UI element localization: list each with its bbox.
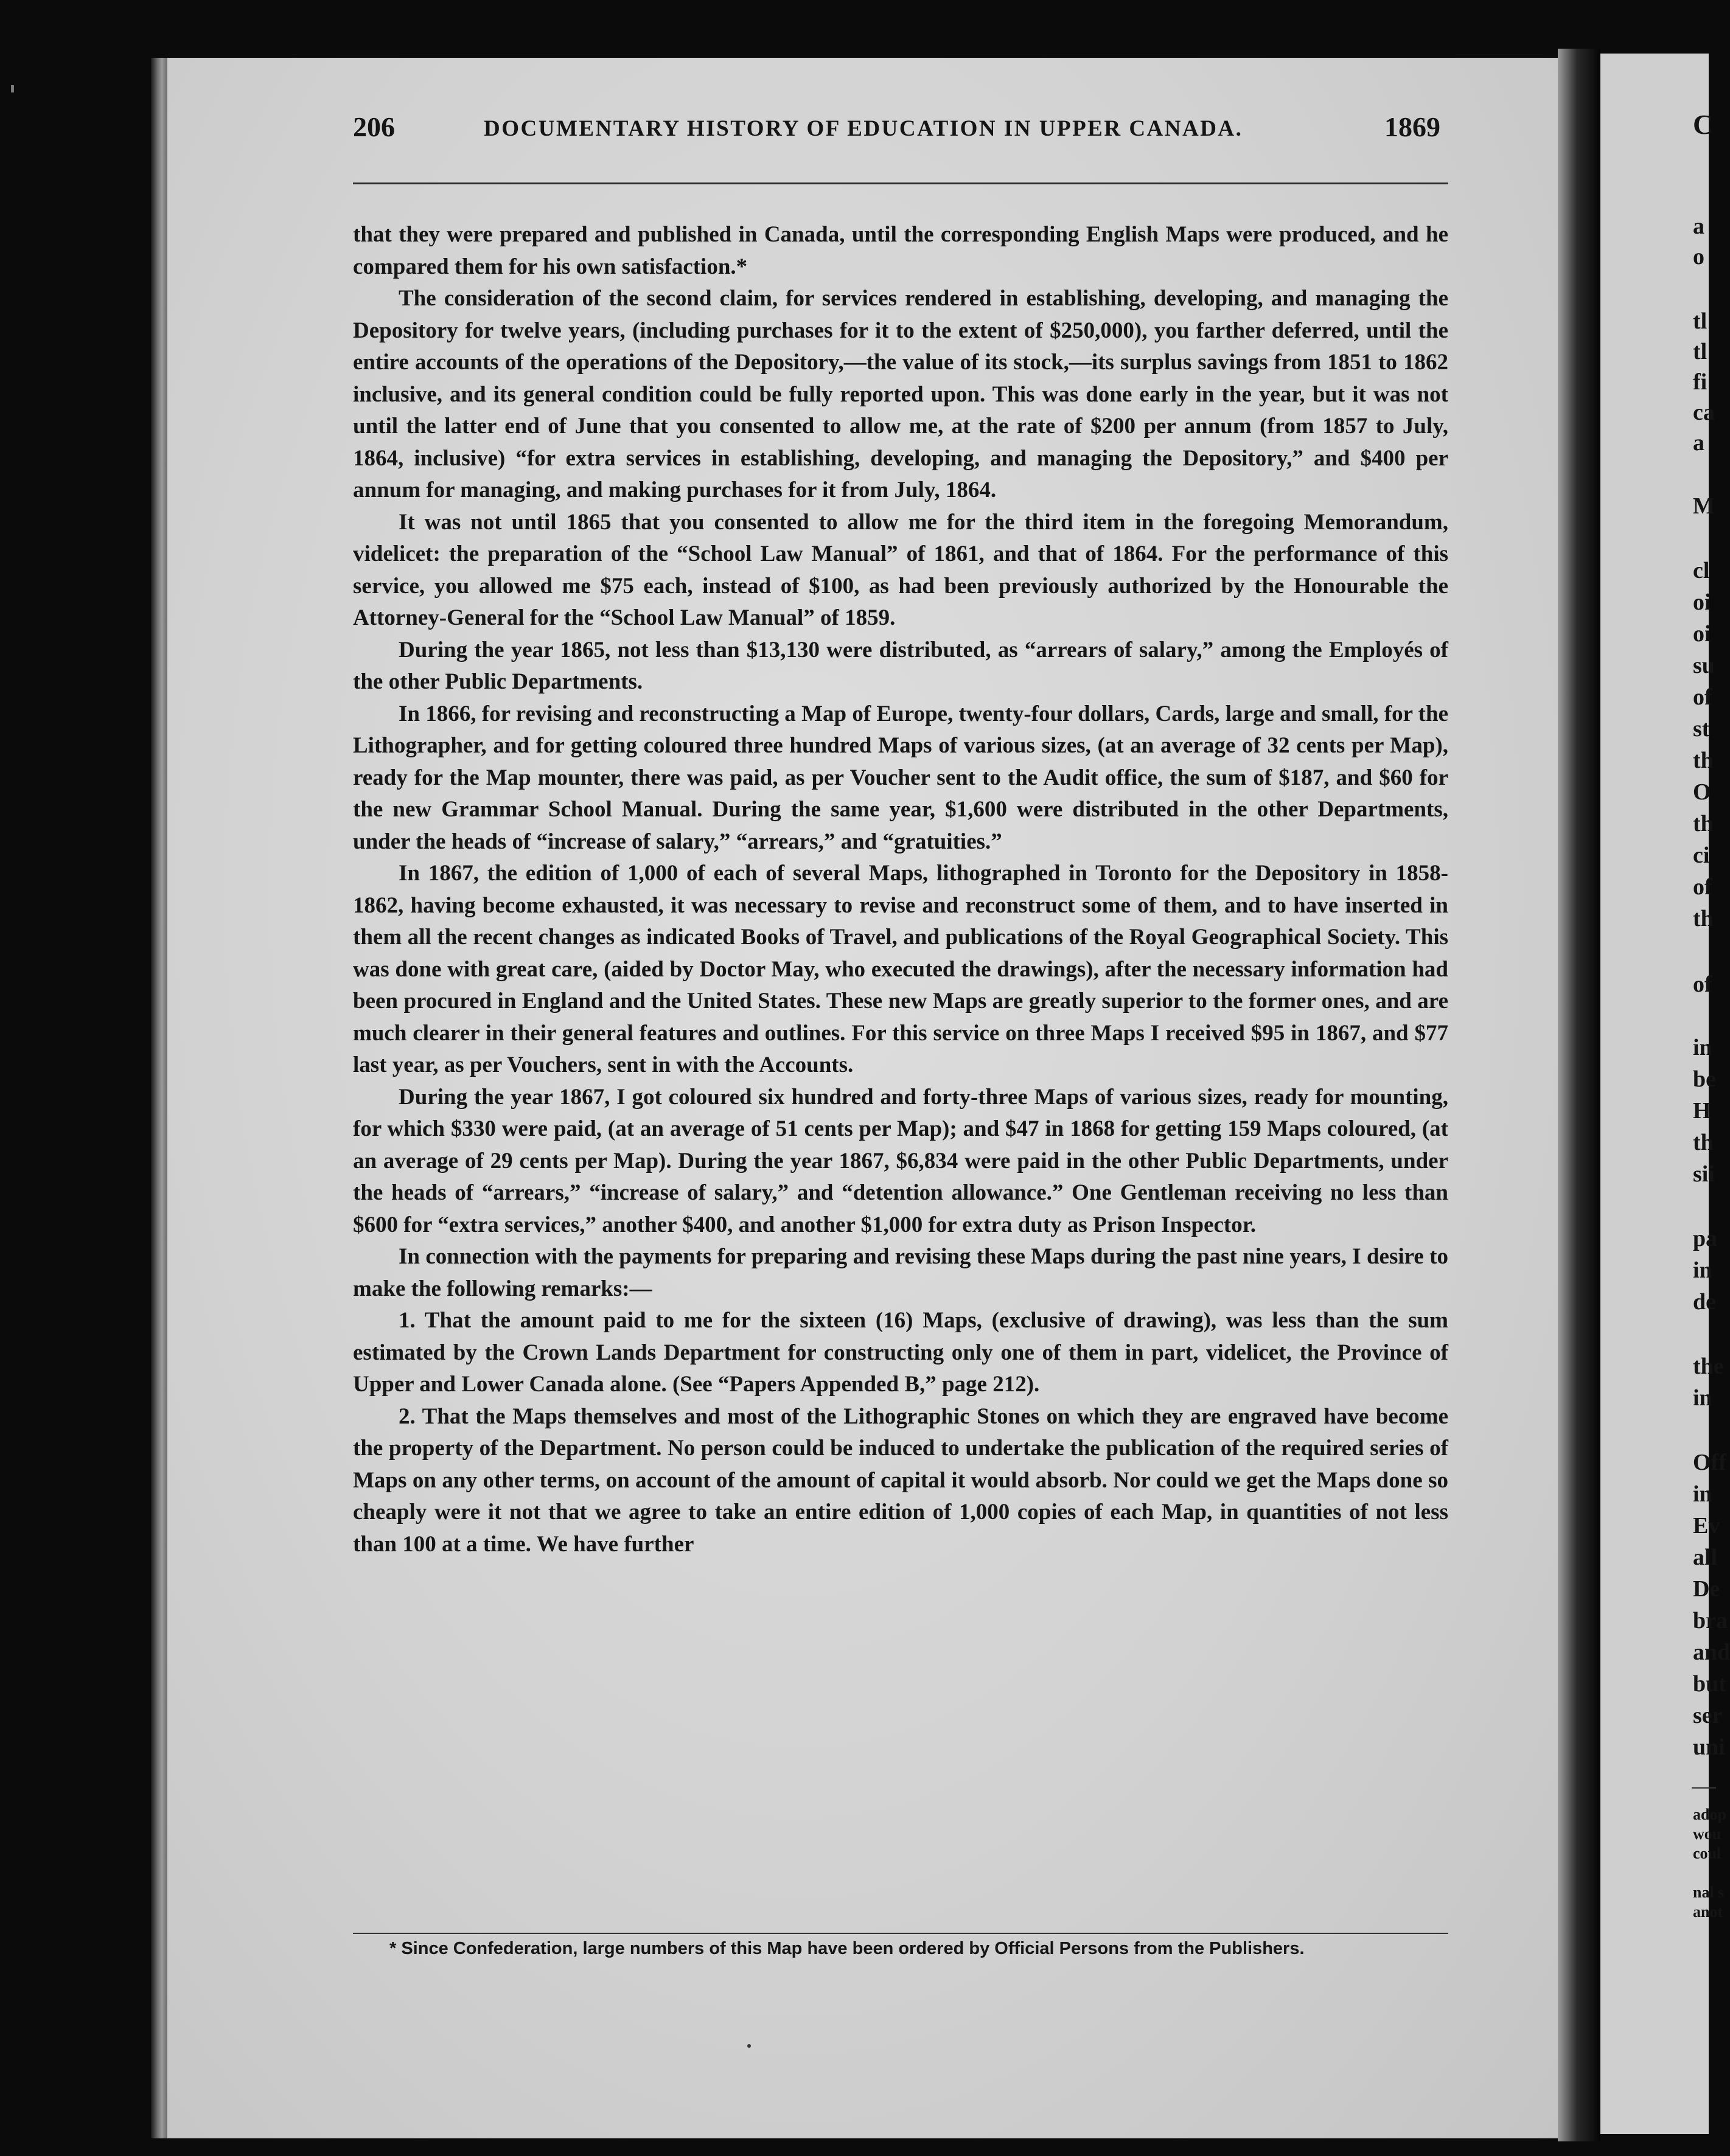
facing-page-text: th bbox=[1693, 811, 1714, 836]
facing-page-text: nal s bbox=[1693, 1883, 1725, 1901]
facing-page-text: sii bbox=[1693, 1161, 1715, 1187]
facing-page-text: of bbox=[1693, 972, 1712, 997]
facing-page-text: all bbox=[1693, 1545, 1718, 1570]
facing-page-text: in bbox=[1693, 1035, 1712, 1060]
paragraph: During the year 1867, I got coloured six hundred and forty-three Maps of various sizes, ready for mounting, for which $330 were paid, (at an average of 51 cents per Map); and $47 in 1868 for getting 159 Maps coloured, (at an average of 29 cents per Map). During the year 1867, $6,834 were paid in the other Public Departments, under the heads of “arrears,” “increase of salary,” and “detention allowance.” One Gentleman receiving no less than $600 for “extra services,” another $400, and another $1,000 for extra duty as Prison Inspector. bbox=[353, 1084, 1448, 1237]
facing-page-text: M bbox=[1693, 493, 1715, 519]
facing-page-text: C bbox=[1693, 109, 1714, 140]
paragraph: The consideration of the second claim, for services rendered in establishing, developing, and managing the Depository for twelve years, (including purchases for it to the extent of $250,000), you farther deferred, until the entire accounts of the operations of the Depository,—the value of its stock,—its surplus savings from 1851 to 1862 inclusive, and its general condition could be fully reported upon. This was done early in the year, but it was not until the latter end of June that you consented to allow me, at the rate of $200 per annum (from 1857 to July, 1864, inclusive) “for extra services in establishing, developing, and managing the Depository,” and $400 per annum for managing, and making purchases for it from July, 1864. bbox=[353, 286, 1448, 502]
facing-page-text: O bbox=[1693, 779, 1711, 805]
facing-page-text: su bbox=[1693, 653, 1715, 678]
facing-page-text: pa bbox=[1693, 1226, 1718, 1251]
speck bbox=[747, 2044, 751, 2048]
paragraph: that they were prepared and published in Canada, until the corresponding English Maps were produced, and he compared them for his own satisfaction.* bbox=[353, 222, 1448, 279]
facing-page-text: a bbox=[1693, 430, 1704, 456]
facing-page-text: de bbox=[1693, 1289, 1716, 1315]
facing-page-text: th bbox=[1693, 906, 1714, 931]
facing-page-text: st bbox=[1693, 716, 1710, 742]
book-gutter bbox=[1558, 49, 1600, 2141]
facing-page-text: tl bbox=[1693, 339, 1707, 364]
facing-page-text: wou bbox=[1693, 1825, 1721, 1843]
facing-page-text: th bbox=[1693, 1130, 1714, 1155]
facing-page-text: be bbox=[1693, 1066, 1716, 1092]
facing-page-text: of bbox=[1693, 684, 1712, 710]
body-text bbox=[353, 219, 1448, 1560]
header-rule bbox=[353, 183, 1448, 184]
facing-page-text: cl bbox=[1693, 558, 1710, 583]
facing-page-text: tl bbox=[1693, 308, 1707, 334]
paragraph: In 1867, the edition of 1,000 of each of several Maps, lithographed in Toronto for the Depository in 1858-1862, having become exhausted, it was necessary to revise and reconstruct some of them, and to have inserted in them all the recent changes as indicated Books of Travel, and publications of the Royal Geographical Society. This was done with great care, (aided by Doctor May, who executed the drawings), after the necessary information had been procured in England and the United States. These new Maps are greatly superior to the former ones, and are much clearer in their general features and outlines. For this service on three Maps I received $95 in 1867, and $77 last year, as per Vouchers, sent in with the Accounts. bbox=[353, 861, 1448, 1077]
paragraph: In connection with the payments for preparing and revising these Maps during the past nine years, I desire to make the following remarks:— bbox=[353, 1244, 1448, 1301]
paragraph: 1. That the amount paid to me for the sixteen (16) Maps, (exclusive of drawing), was less than the sum estimated by the Crown Lands Department for constructing only one of them in part, videlicet, the Province of Upper and Lower Canada alone. (See “Papers Appended B,” page 212). bbox=[353, 1308, 1448, 1397]
facing-page-text: anot bbox=[1693, 1903, 1723, 1921]
facing-page-text: adop bbox=[1693, 1806, 1726, 1823]
paragraph: In 1866, for revising and reconstructing a Map of Europe, twenty-four dollars, Cards, large and small, for the Lithographer, and for getting coloured three hundred Maps of various sizes, (at an average of 32 cents per Map), ready for the Map mounter, there was paid, as per Voucher sent to the Audit office, the sum of $187, and $60 for the new Grammar School Manual. During the same year, $1,600 were distributed in the other Departments, under the heads of “increase of salary,” “arrears,” and “gratuities.” bbox=[353, 701, 1448, 854]
facing-page-text: of bbox=[1693, 874, 1712, 900]
facing-page-text: oi bbox=[1693, 589, 1711, 615]
facing-page-fragment bbox=[1600, 54, 1730, 2134]
paragraph: 2. That the Maps themselves and most of the Lithographic Stones on which they are engraved have become the property of the Department. No person could be induced to undertake the publication of the required series of Maps on any other terms, on account of the amount of capital it would absorb. Nor could we get the Maps done so cheaply were it not that we agree to take an entire edition of 1,000 copies of each Map, in quantities of not less than 100 at a time. We have further bbox=[353, 1403, 1448, 1557]
facing-page-text: in bbox=[1693, 1481, 1712, 1507]
facing-page-text: bra bbox=[1693, 1608, 1728, 1633]
facing-page-text: ca bbox=[1693, 400, 1715, 425]
footnote: * Since Confederation, large numbers of this Map have been ordered by Official Persons from the Publishers. bbox=[389, 1939, 1305, 1958]
facing-page-text: th bbox=[1693, 748, 1714, 773]
facing-page-footnote-rule bbox=[1692, 1787, 1716, 1789]
facing-page-text: and bbox=[1693, 1640, 1730, 1665]
facing-page-text: in bbox=[1693, 1385, 1712, 1411]
running-title: DOCUMENTARY HISTORY OF EDUCATION IN UPPER CANADA. bbox=[484, 116, 1243, 141]
facing-page-text: H bbox=[1693, 1098, 1711, 1124]
facing-page-text: coul bbox=[1693, 1845, 1721, 1862]
facing-page-text: Ev bbox=[1693, 1513, 1720, 1539]
page-edge-shadow bbox=[151, 58, 169, 2138]
page-number: 206 bbox=[353, 111, 395, 142]
paragraph: It was not until 1865 that you consented to allow me for the third item in the foregoing Memorandum, videlicet: the preparation of the “School Law Manual” of 1861, and that of 1864. For the performance of this service, you allowed me $75 each, instead of $100, as had been previously authorized by the Honourable the Attorney-General for the “School Law Manual” of 1859. bbox=[353, 509, 1448, 630]
facing-page-text: ci bbox=[1693, 843, 1710, 868]
facing-page-text: o bbox=[1693, 244, 1704, 270]
film-edge-mark bbox=[11, 85, 14, 92]
facing-page-text: De bbox=[1693, 1576, 1720, 1602]
facing-page-text: oi bbox=[1693, 621, 1711, 647]
facing-page-text: Off bbox=[1693, 1450, 1726, 1475]
facing-page-text: a bbox=[1693, 214, 1704, 239]
footnote-rule bbox=[353, 1933, 1448, 1934]
facing-page-text: fi bbox=[1693, 369, 1707, 395]
facing-page-text: but bbox=[1693, 1671, 1726, 1697]
facing-page-text: ser bbox=[1693, 1703, 1723, 1728]
facing-page-text: the bbox=[1693, 1354, 1724, 1379]
facing-page-text: in bbox=[1693, 1257, 1712, 1283]
running-year: 1869 bbox=[1384, 111, 1440, 142]
facing-page-text: uni bbox=[1693, 1734, 1725, 1760]
paragraph: During the year 1865, not less than $13,130 were distributed, as “arrears of salary,” among the Employés of the other Public Departments. bbox=[353, 637, 1448, 694]
